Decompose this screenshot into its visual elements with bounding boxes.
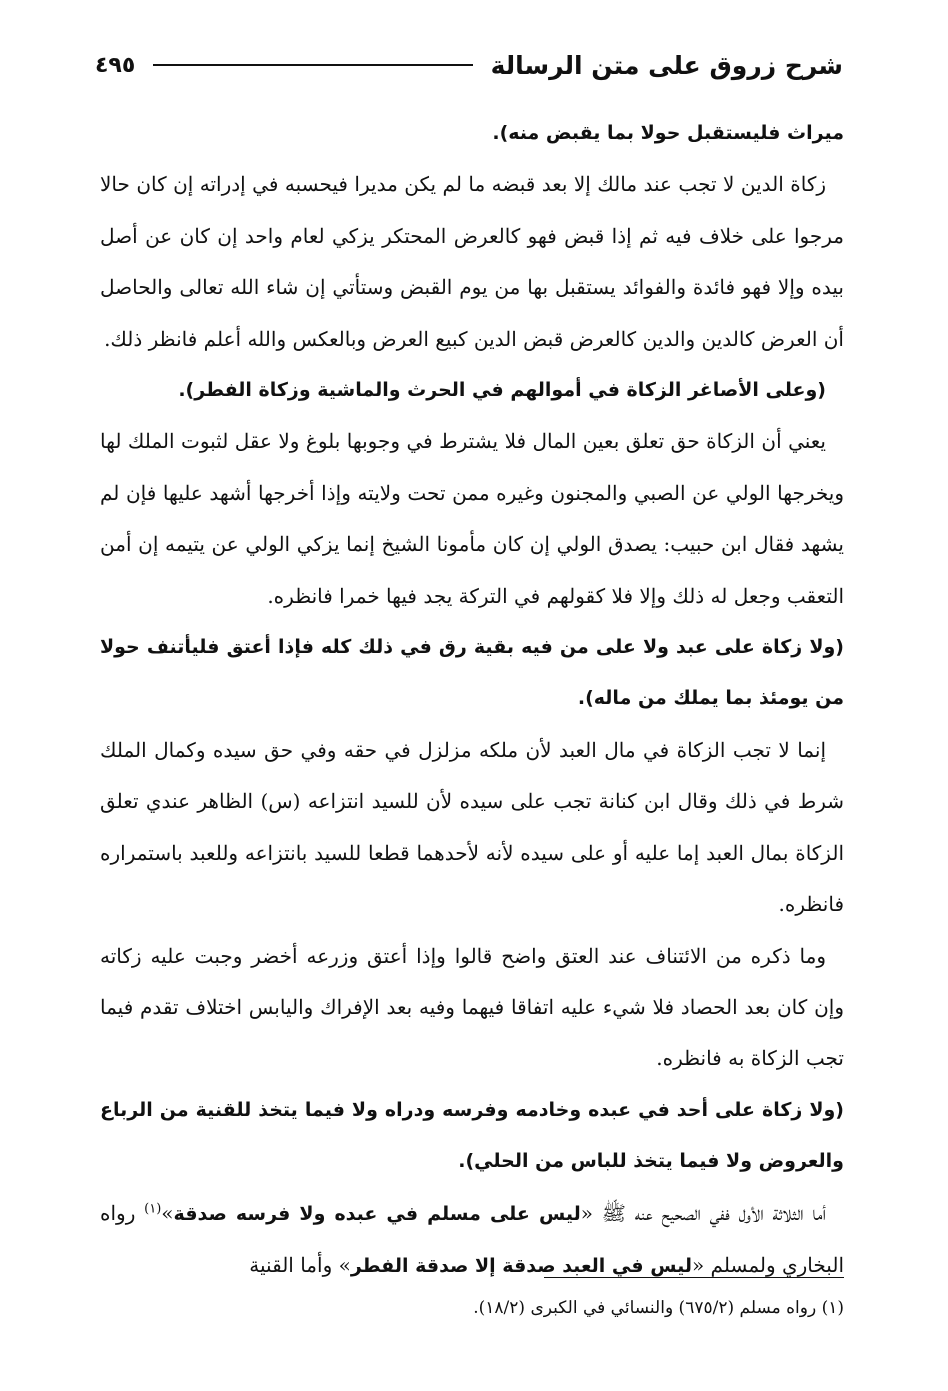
main-text (100, 108, 844, 1292)
paragraph-5: (ولا زكاة على عبد ولا على من فيه بقية رق في ذلك كله فإذا أعتق فليأتنف حولا من يومئذ بما يملك من ماله). (100, 636, 844, 710)
paragraph-2: زكاة الدين لا تجب عند مالك إلا بعد قبضه ما لم يكن مديرا فيحسبه في إدراته إن كان حالا مرجوا على خلاف فيه ثم إذا قبض فهو كالعرض المحتكر يزكي لعام واحد إن كان عن أصل بيده وإلا فهو فائدة والفوائد يستقبل بها من يوم القبض وستأتي إن شاء الله تعالى والحاصل أن العرض كالدين والدين كالعرض قبض الدين كبيع العرض وبالعكس والله أعلم فانظر ذلك. (100, 172, 844, 351)
paragraph-7: وما ذكره من الائتناف عند العتق واضح قالوا وإذا أعتق وزرعه أخضر وجبت عليه زكاته وإن كان بعد الحصاد فلا شيء عليه اتفاقا فيهما وفيه بعد الإفراك واليابس اختلاف تقدم فيما تجب الزكاة به فانظره. (100, 943, 844, 1071)
page-header (95, 40, 843, 90)
paragraph-9-part-c: » (161, 1200, 174, 1225)
paragraph-1: ميراث فليستقبل حولا بما يقبض منه). (492, 122, 844, 144)
page-title: شرح زروق على متن الرسالة (490, 50, 843, 80)
footnote: (١) رواه مسلم (٦٧٥/٢) والنسائي في الكبرى (١٨/٢). (473, 1298, 844, 1318)
page-number: ٤٩٥ (95, 52, 136, 78)
footnote-marker: (١) (144, 1200, 162, 1216)
paragraph-4: يعني أن الزكاة حق تعلق بعين المال فلا يشترط في وجوبها بلوغ ولا عقل لثبوت الملك لها ويخرجها الولي عن الصبي والمجنون وغيره ممن تحت ولايته وإذا أخرجها أشهد عليها فإن لم يشهد فقال ابن حبيب: يصدق الولي إن كان مأمونا الشيخ إنما يزكي الولي عن يتيمه إن أمن التعقب وجعل له ذلك وإلا فلا كقولهم في التركة يجد فيها خمرا فانظره. (100, 429, 844, 608)
paragraph-9-part-f: » وأما القنية (249, 1252, 351, 1277)
paragraph-6: إنما لا تجب الزكاة في مال العبد لأن ملكه مزلزل في حقه وفي حق سيده وكمال الملك شرط في ذلك وقال ابن كنانة تجب على سيده لأن للسيد انتزاعه (س) الظاهر عندي تعلق الزكاة بمال العبد إما عليه أو على سيده لأنه لأحدهما قطعا للسيد بانتزاعه وللعبد باستمراره فانظره. (100, 737, 844, 917)
paragraph-3: (وعلى الأصاغر الزكاة في أموالهم في الحرث والماشية وزكاة الفطر). (178, 379, 826, 402)
paragraph-9-part-d: رواه البخاري ولمسلم « (100, 1200, 844, 1277)
paragraph-9-part-a: أما الثلاثة الأول ففي الصحيح عنه ﷺ « (580, 1200, 826, 1225)
header-divider (153, 64, 472, 66)
footnote-divider (544, 1277, 844, 1278)
paragraph-8: (ولا زكاة على أحد في عبده وخادمه وفرسه ودراه ولا فيما يتخذ للقنية من الرباع والعروض ولا فيما يتخذ للباس من الحلي). (100, 1098, 844, 1173)
hadith-quote-1: ليس على مسلم في عبده ولا فرسه صدقة (173, 1202, 581, 1225)
hadith-quote-2: ليس في العبد صدقة إلا صدقة الفطر (350, 1254, 692, 1277)
